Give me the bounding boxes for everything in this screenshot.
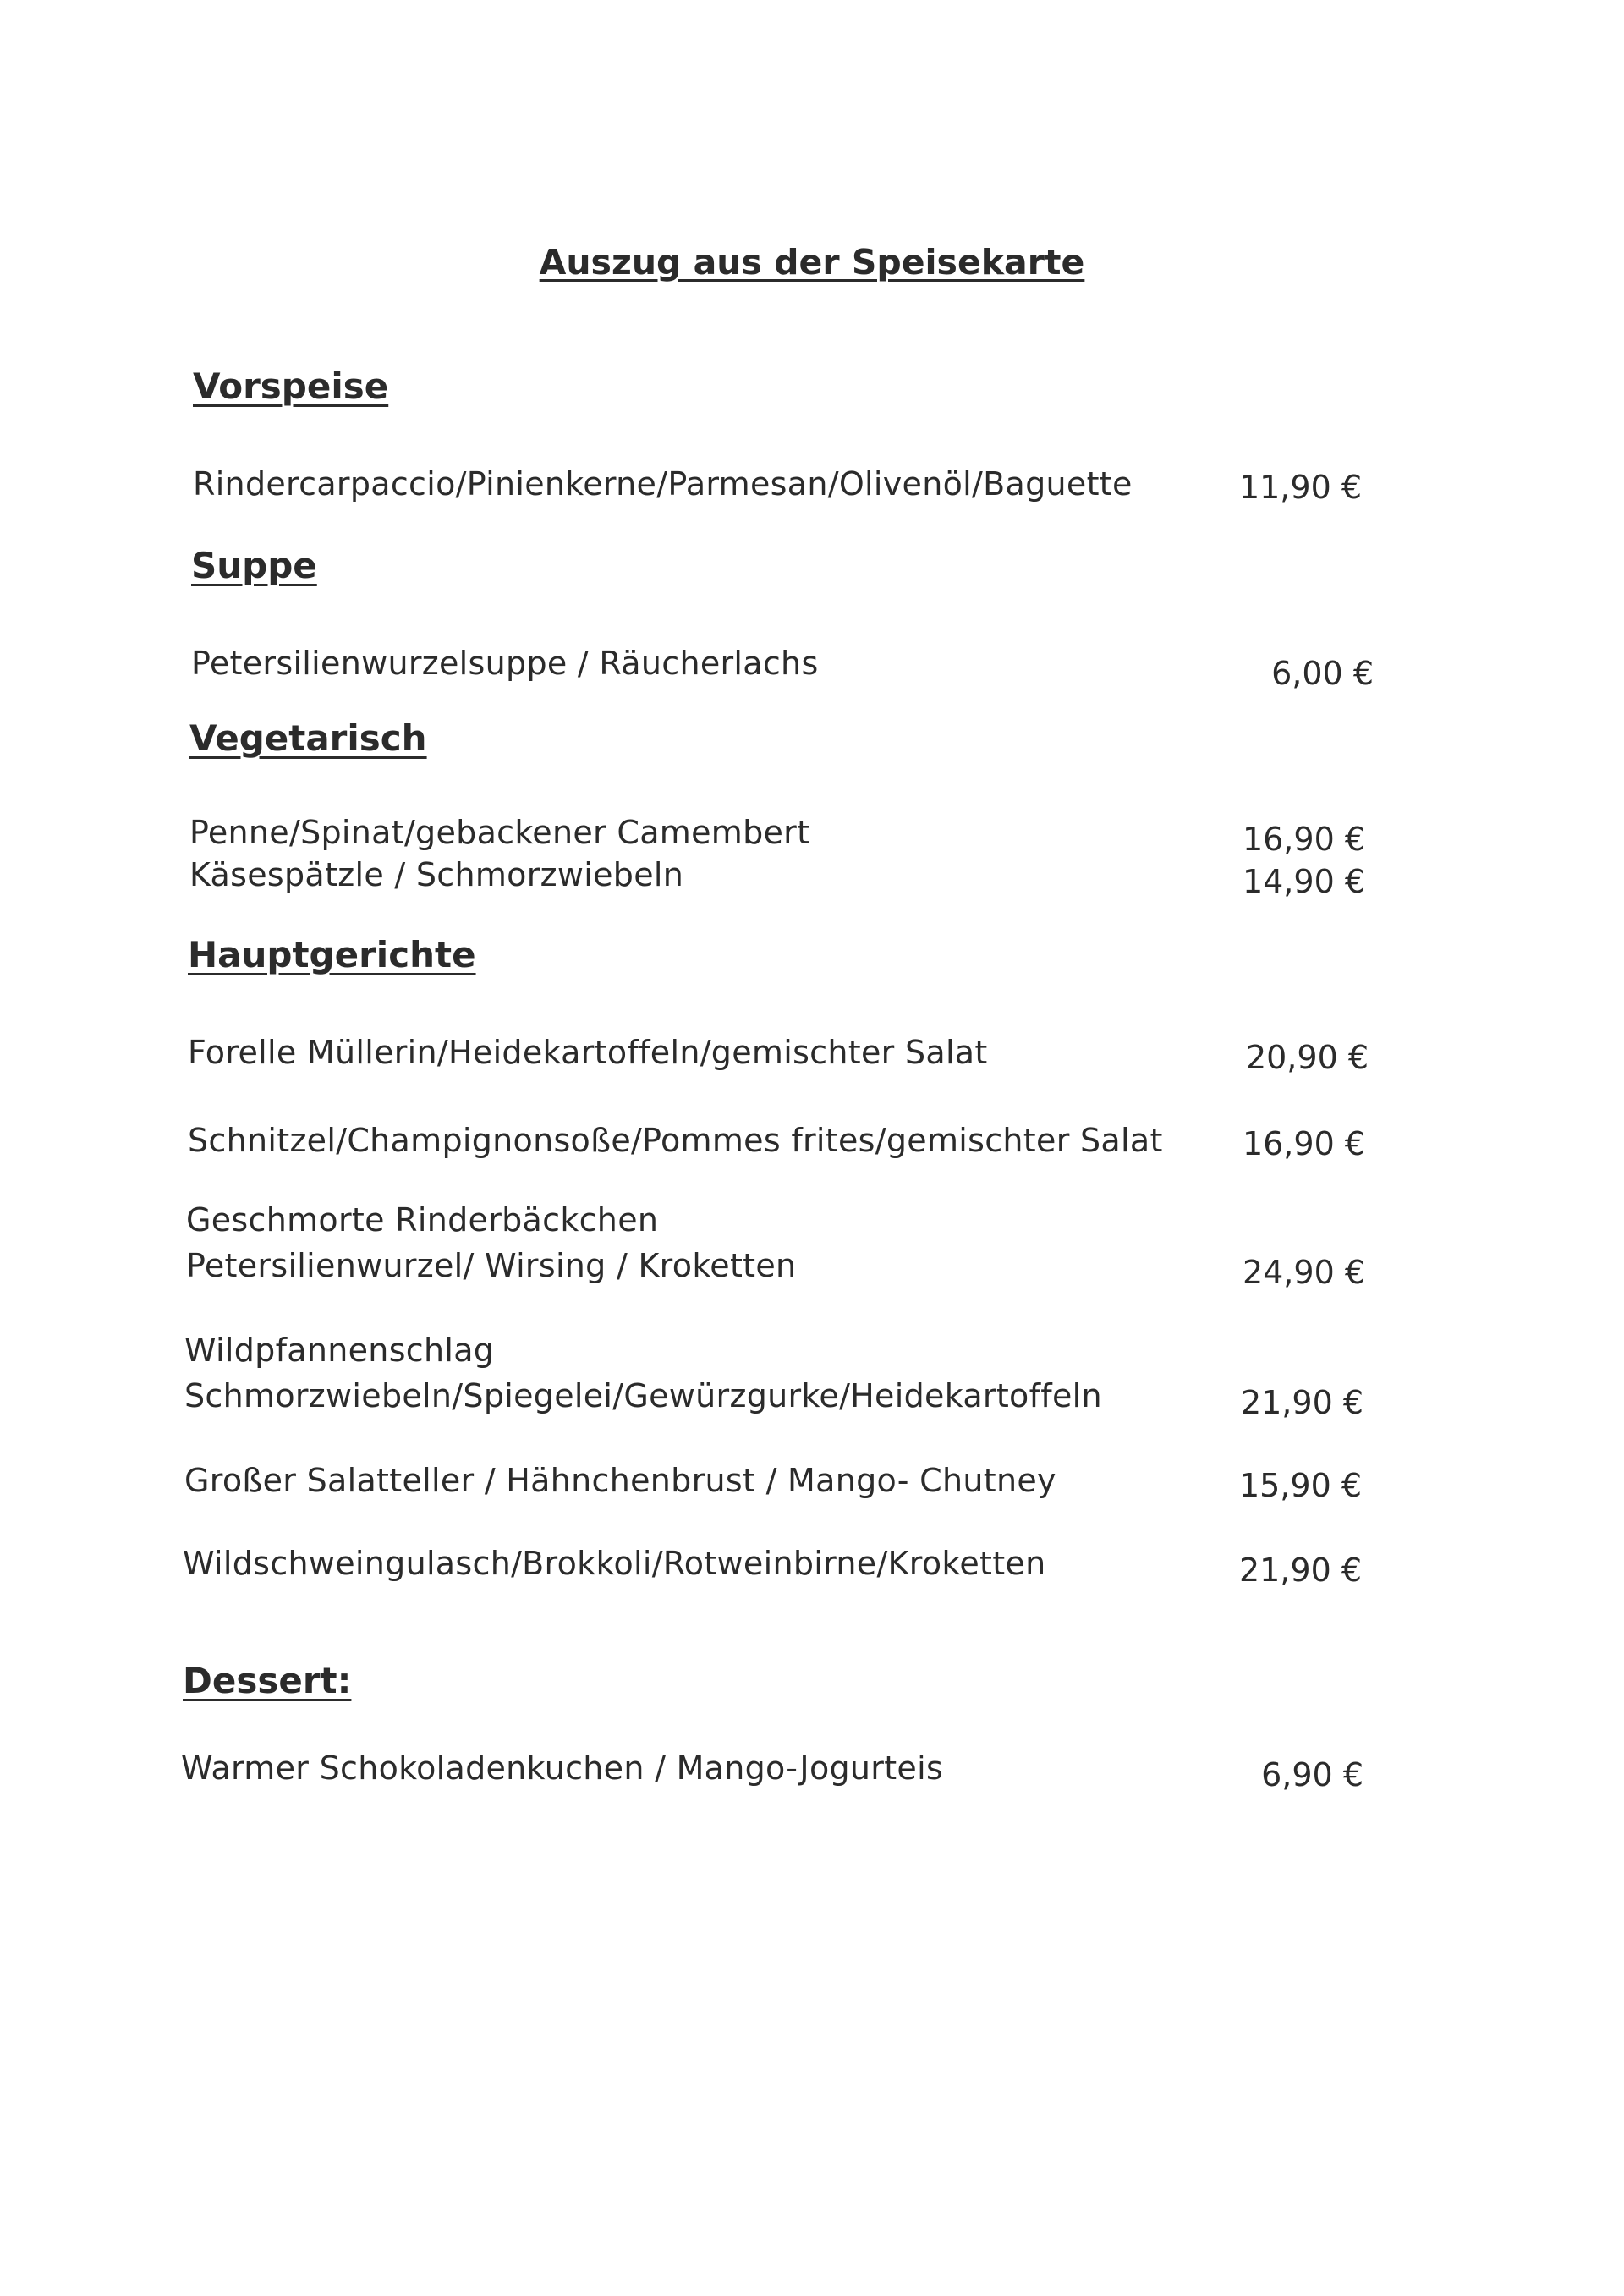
section-heading-hauptgerichte: Hauptgerichte: [188, 934, 476, 975]
menu-item-schnitzel: Schnitzel/Champignonsoße/Pommes frites/gemischter Salat: [188, 1122, 1163, 1159]
menu-item-wildschweingulasch: Wildschweingulasch/Brokkoli/Rotweinbirne/Kroketten: [183, 1545, 1046, 1582]
menu-item-forelle: Forelle Müllerin/Heidekartoffeln/gemischter Salat: [188, 1034, 988, 1071]
section-heading-vorspeise: Vorspeise: [193, 365, 389, 407]
menu-item-price: 24,90 €: [1242, 1254, 1365, 1291]
menu-item-salatteller: Großer Salatteller / Hähnchenbrust / Mango- Chutney: [184, 1462, 1056, 1499]
menu-item-price: 16,90 €: [1242, 1125, 1365, 1162]
menu-item-wildpfannenschlag: Wildpfannenschlag: [184, 1332, 495, 1369]
menu-item-price: 15,90 €: [1238, 1467, 1362, 1504]
menu-item-price: 11,90 €: [1238, 469, 1362, 506]
menu-item-price: 21,90 €: [1240, 1384, 1363, 1421]
menu-item-penne: Penne/Spinat/gebackener Camembert: [189, 814, 810, 851]
menu-item-schokoladenkuchen: Warmer Schokoladenkuchen / Mango-Jogurteis: [181, 1749, 944, 1787]
section-heading-vegetarisch: Vegetarisch: [189, 717, 427, 759]
page-title: Auszug aus der Speisekarte: [539, 242, 1085, 283]
section-heading-suppe: Suppe: [191, 545, 317, 586]
menu-item-petersilienwurzelsuppe: Petersilienwurzelsuppe / Räucherlachs: [191, 645, 819, 682]
menu-item-price: 20,90 €: [1245, 1039, 1369, 1076]
menu-item-price: 6,90 €: [1261, 1756, 1363, 1793]
menu-item-price: 16,90 €: [1242, 821, 1365, 858]
menu-item-rinderbaeckchen-beilagen: Petersilienwurzel/ Wirsing / Kroketten: [186, 1247, 797, 1284]
menu-item-rinderbaeckchen: Geschmorte Rinderbäckchen: [186, 1201, 659, 1239]
menu-item-price: 14,90 €: [1242, 863, 1365, 900]
menu-item-rindercarpaccio: Rindercarpaccio/Pinienkerne/Parmesan/Olivenöl/Baguette: [193, 465, 1133, 503]
menu-item-wildpfannenschlag-beilagen: Schmorzwiebeln/Spiegelei/Gewürzgurke/Heidekartoffeln: [184, 1377, 1102, 1414]
menu-item-price: 6,00 €: [1271, 655, 1374, 692]
menu-item-price: 21,90 €: [1238, 1552, 1362, 1589]
section-heading-dessert: Dessert:: [183, 1660, 352, 1701]
menu-item-kaesespaetzle: Käsespätzle / Schmorzwiebeln: [189, 856, 684, 893]
